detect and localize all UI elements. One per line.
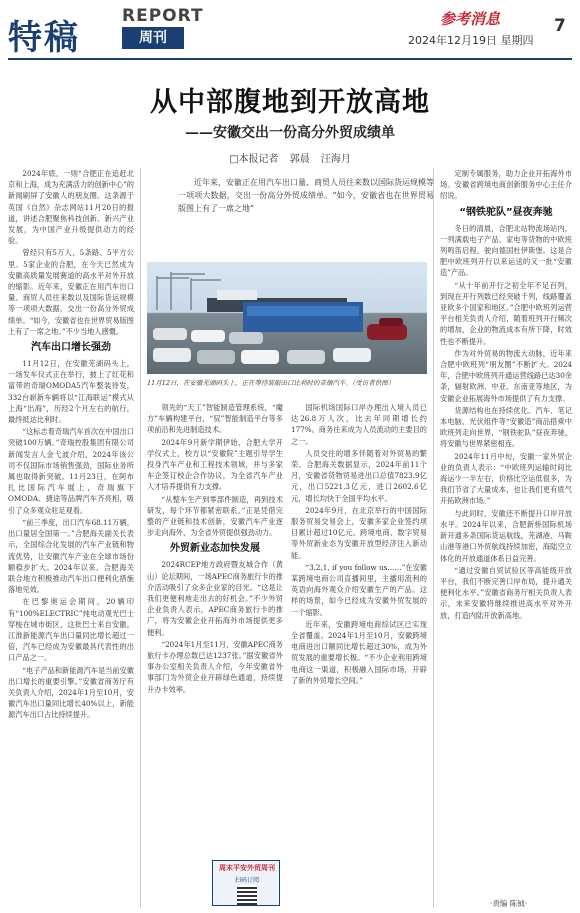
paragraph: “从十年前开行之初全年不足百列，到现在开行列数已经突破千列，线路覆盖亚欧多个国家和地区。”合肥中欧班列运营平台相关负责人介绍，随着班列开行频次的增加，企业的物流成本有所下降，时效性也不断提升。 <box>440 280 572 346</box>
paragraph: 货源结构也在持续优化。汽车、笔记本电脑、光伏组件等“安徽造”商品搭乘中欧班列走向世界，“钢铁驼队”昼夜奔驰，将安徽与世界紧密相连。 <box>440 405 572 449</box>
paragraph: 2024年9月新学期伊始，合肥大学开学仪式上，校方以“安徽院”主题引导学生投身汽车产业和工程技术领域，并与多家车企签订校企合作协议，为全省汽车产业人才培养提供有力支撑。 <box>147 437 283 492</box>
paragraph: 冬日的清晨，合肥北站物流场站内，一列满载电子产品、家电等货物的中欧班列鸣笛启程，驶向德国杜伊斯堡。这是合肥中欧班列开行以来运送的又一批“安徽造”产品。 <box>440 223 572 278</box>
paragraph: “这标志着奇瑞汽车首次在中国出口突破100万辆。”奇瑞控股集团有限公司新闻发言人金弋波介绍，2024年该公司不仅国际市场销售强劲，国际业务所属也取得新突破。11月23日，在阿布扎比国际汽车展上，奇瑞旗下OMODA、捷途等品牌汽车齐亮相，吸引了众多观众驻足观看。 <box>8 427 134 515</box>
editor-credit: ·责编 陈钺· <box>490 899 528 908</box>
paragraph: 近年来，安徽跨境电商综试区已实现全省覆盖。2024年1月至10月，安徽跨境电商进出口额同比增长超过30%，成为外贸发展的重要增长极。“不少企业利用跨境电商这一渠道，积极融入国际市场，开辟了新的外贸增长空间。” <box>291 619 427 685</box>
paragraph: 2024年底，一则“合肥正在追赶北京和上海，成为充满活力的创新中心”的新闻刷屏了安徽人的朋友圈。这条源于英国《自然》杂志网站11月20日的报道，讲述合肥聚焦科技创新、新兴产业发展，为中国产业升级提供动力的经验。 <box>8 169 134 246</box>
author-name: 郭晨 <box>289 154 310 165</box>
newspaper-logo: 参考消息 <box>440 10 501 28</box>
photo-caption: 11月12日，在安徽芜湖码头上，正在等待装船出口比利时的奇瑞汽车。（受访者供图） <box>147 379 395 387</box>
section-heading: 汽车出口增长强劲 <box>31 342 111 354</box>
column-1 <box>8 168 134 908</box>
paragraph: “3,2,1, if you follow us……”在安徽某跨境电商公司直播间里，主播用流利的英语向海外观众介绍安徽生产的产品。这样的场景，如今已经成为安徽外贸发展的一个缩影。 <box>291 562 427 617</box>
paragraph: “电子产品和新能源汽车是当前安徽出口增长的重要引擎。”安徽省商务厅有关负责人介绍，2024年1月至10月，安徽汽车出口量同比增长40%以上，新能源汽车出口占比持续提升。 <box>8 665 134 720</box>
paragraph: 2024年11月中旬，安徽一家外贸企业的负责人表示：“中欧班列运输时间比海运少一半左右，价格比空运低很多，为我们节省了大量成本，也让我们更有底气开拓欧洲市场。” <box>440 451 572 506</box>
byline <box>0 150 580 165</box>
paragraph: 国际机场国际口岸办理出入境人员已达26.8万人次，比去年同期增长约177%。商务往来成为人员流动的主要目的之一。 <box>291 403 427 446</box>
paragraph: “从整车生产到零部件制造，再到技术研发，每个环节都紧密联系。”正是凭借完整的产业链和技术创新，安徽汽车产业逐步走向海外，为全省外贸提供强劲动力。 <box>147 494 283 538</box>
paragraph: 作为对外贸易的物流大动脉，近年来合肥中欧班列“朋友圈”不断扩大。2024年，合肥中欧班列开通运营线路已达30余条，辐射欧洲、中亚、东南亚等地区，为安徽企业拓展海外市场提供了有力支撑。 <box>440 348 572 403</box>
section-title: 特稿 <box>8 18 80 58</box>
column-2 <box>147 402 283 908</box>
masthead-rule <box>8 58 572 60</box>
article-lead: 近年来，安徽正在用汽车出口量、商贸人员往来数以国际货运规模等一项项大数据，交出一份高分外贸成绩单。“如今，安徽省也在世界贸易版图上有了一席之地” <box>178 178 434 213</box>
promo-title: 周末平安外贸周刊 <box>219 864 275 872</box>
section-heading: “钢铁驼队”昼夜奔驰 <box>459 206 553 218</box>
masthead <box>0 0 580 62</box>
paragraph: 人员交往的增多伴随着对外贸易的繁荣。合肥海关数据显示，2024年前11个月，安徽省货物贸易进出口总值7823.9亿元，出口5221.3亿元，进口2602.6亿元，增长均快于全国平均水平。 <box>291 448 427 503</box>
report-label: REPORT <box>122 6 204 26</box>
column-divider <box>433 168 434 908</box>
column-3 <box>291 402 427 908</box>
paragraph: “2024年1月至11月，安徽APEC商务旅行卡办理总数已达1237张。”据安徽省外事办公室相关负责人介绍，今年安徽省外事部门为外贸企业开辟绿色通道，持续提升办卡效率。 <box>147 639 283 694</box>
paragraph: 2024RCEP地方政府暨友城合作（黄山）论坛期间，一场APEC商务旅行卡的推介活动吸引了众多企业家的目光。“这是让我们更便利地走出去的好机会。”不少外贸企业负责人表示，APEC商务旅行卡的推广，将为安徽企业开拓海外市场提供更多便利。 <box>147 560 283 637</box>
paragraph: 领先的“天工”智能制造管理系统，“魔方”车辆构建平台，“驭”智能制造平台等多项前沿和先进制造技术。 <box>147 403 283 435</box>
port-cars-illustration <box>147 262 427 374</box>
paragraph: 在巴黎奥运会期间，20辆印有“100%ELECTRIC”纯电动观光巴士穿梭在城市街区，这批巴士来自安徽。江淮新能源汽车出口量同比增长超过一倍，汽车已经成为安徽最具代表性的出口产品之一。 <box>8 597 134 663</box>
weekly-badge: 周刊 <box>122 27 184 49</box>
page-number: 7 <box>554 16 566 36</box>
paragraph: 11月12日，在安徽芜湖码头上，一场发车仪式正在举行，披上了红花和富带的奇瑞OMODA5汽车整装待发，332台崭新车辆将以“江海联运”模式从上海“出海”，历经2个月左右的航行，最终抵达比利时。 <box>8 359 134 425</box>
article-headline: 从中部腹地到开放高地 <box>150 87 430 118</box>
paragraph: 定制专属服务，助力企业开拓海外市场。安徽省跨境电商创新服务中心主任介绍说。 <box>440 169 572 201</box>
issue-date <box>408 32 534 48</box>
paragraph: “前三季度，出口汽车68.11万辆，出口量居全国第一。”合肥海关副关长表示，全国综合化发展的汽车产业链和物流优势，让安徽汽车产业在全球市场份额稳步扩大。2024年以来，合肥海关联合地方积极推动汽车出口便利化措施落地见效。 <box>8 517 134 595</box>
promo-box[interactable] <box>212 860 280 906</box>
qr-code-icon[interactable] <box>237 885 257 905</box>
column-4 <box>440 168 572 896</box>
paragraph: 曾经只有5万人、5条路、5平方公里、5家企业的合肥，在今天已然成为安徽高质量发展赛道的高水平对外开放的缩影。近年来，安徽正在用汽车出口量、商贸人员往来数以及国际货运规模等一项项大数据，交出一份高分外贸成绩单。“如今，安徽省也在世界贸易版图上有了一席之地。”不少当地人感慨。 <box>8 248 134 336</box>
section-heading: 外贸新业态加快发展 <box>170 543 260 555</box>
promo-subtitle: 扫码订阅 <box>234 877 259 884</box>
byline-prefix: □本报记者 <box>229 154 279 165</box>
paragraph: 与此同时，安徽还不断提升口岸开放水平。2024年以来，合肥新桥国际机场新开通多条国际货运航线，芜湖港、马鞍山港等港口外贸航线持续加密，海陆空立体化的开放通道体系日益完善。 <box>440 508 572 563</box>
article-subhead: ——安徽交出一份高分外贸成绩单 <box>185 125 395 141</box>
issue-weekday: 星期四 <box>500 34 534 47</box>
column-divider <box>140 168 141 908</box>
article-photo <box>147 262 427 374</box>
paragraph: 2024年9月，在北京举行的中国国际服务贸易交易会上，安徽多家企业签约项目累计超过10亿元。跨境电商、数字贸易等外贸新业态为安徽开放型经济注入新动能。 <box>291 505 427 560</box>
author-name: 汪海月 <box>320 154 351 165</box>
paragraph: “通过安徽自贸试验区等高能级开放平台，我们不断完善口岸布局，提升通关便利化水平。”安徽省商务厅相关负责人表示，未来安徽将继续推进高水平对外开放，打造内陆开放新高地。 <box>440 565 572 620</box>
issue-date-value: 2024年12月19日 <box>408 34 497 47</box>
